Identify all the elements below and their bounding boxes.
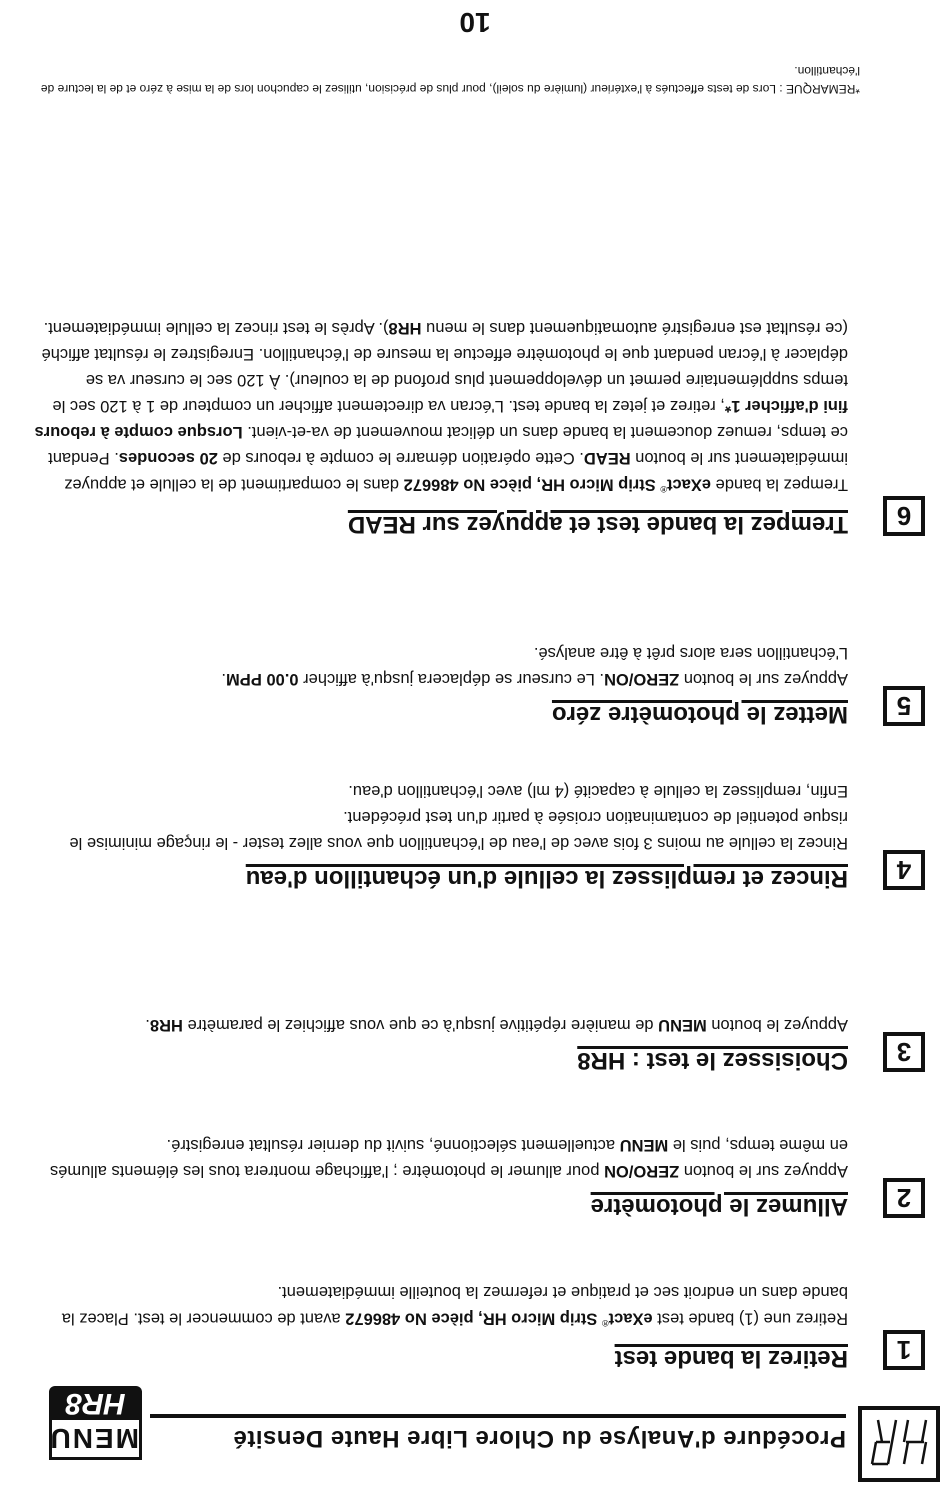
- footnote: *REMARQUE : Lors de tests effectués à l'extérieur (lumière du soleil), pour plus de précision, utilisez le capuchon lors de la mise à zéro et de la lecture de l'échantillon.: [40, 64, 860, 96]
- title-underline: [150, 1414, 846, 1418]
- step-text: pour allumer le photomètre ; l'affichage montrera tous les éléments allumés en même temps, puis le: [50, 1136, 848, 1180]
- page-number: 10: [459, 7, 491, 38]
- step-number: 4: [883, 850, 925, 890]
- step-text: Rincez la cellule au moins 3 fois avec de l'eau de l'échantillon que vous allez tester - le rinçage minimise le risque potentiel de contamination croisée à partir d'un test précédent.: [69, 808, 848, 852]
- step-number: 6: [883, 496, 925, 536]
- step-text: . Cette opération démarre le compte à rebours de: [217, 449, 584, 468]
- step-body: [28, 778, 848, 856]
- step-number: 2: [883, 1178, 925, 1218]
- step-text: dans le compartiment de la cellule et appuyez immédiatement sur le bouton: [64, 449, 848, 494]
- step-text: . Le curseur se déplacera jusqu'à afficher: [298, 670, 605, 688]
- button-name: ZERO/ON: [604, 1162, 680, 1180]
- step-text: .: [221, 670, 227, 688]
- step-text: . Pendant ce temps, remuez doucement la bande dans un délicat mouvement de va-et-vient.: [48, 423, 848, 468]
- step-title: Allumez le photomètre: [590, 1193, 848, 1220]
- product-part: Strip Micro HR, pièce No 486672: [403, 475, 661, 494]
- step-text: L'échantillon sera alors prêt à être analysé.: [533, 644, 848, 662]
- step-text: , retirez et jetez la bande test. L'écran va directement afficher un compteur de 1 à 120 sec le temps supplémentaire permet un développement plus profond de la couleur). À 120 sec le curseur va se déplacer à l'écran pendant que le photomètre effectue la mesure de l'échantillon. Enregistrez le résultat affiché (ce résultat est enregistré automatiquement dans le menu: [41, 319, 848, 416]
- button-name: READ: [583, 449, 631, 468]
- step-text: Appuyez sur le bouton: [679, 1162, 848, 1180]
- step-body: [28, 316, 848, 503]
- header: [20, 1387, 940, 1482]
- display-value: 0.00 PPM: [226, 670, 299, 688]
- step-title: Choisissez le test : HR8: [577, 1047, 848, 1074]
- step-body: [28, 1012, 848, 1038]
- registered-mark: ®: [601, 1318, 609, 1328]
- step-number: 3: [883, 1032, 925, 1072]
- parameter-name: HR8: [388, 319, 422, 338]
- step-text: ). Après le test rincez la cellule immédiatement.: [43, 319, 389, 338]
- step-text: Retirez une (1) bande test: [652, 1309, 848, 1328]
- step-number: 1: [883, 1330, 925, 1370]
- step-title: Mettez le photomètre zéro: [551, 701, 848, 728]
- product-part: Strip Micro HR, pièce No 486672: [345, 1309, 602, 1328]
- parameter-name: HR8: [149, 1016, 183, 1034]
- step-text: avant de commencer le test. Placez la bande dans un endroit sec et pratique et refermez la bouteille immédiatement.: [61, 1283, 848, 1328]
- step-title: Retirez la bande test: [614, 1345, 848, 1372]
- registered-mark: ®: [660, 484, 667, 494]
- emphasis-text: Lorsque compte à rebours fini d'afficher 1*: [34, 397, 848, 442]
- step-body: [28, 1132, 848, 1184]
- step-text: Appuyez sur le bouton: [679, 670, 848, 688]
- step-title: Trempez la bande test et appuyez sur READ: [347, 511, 848, 538]
- step-text: actuellement sélectionné, suivit du dernier résultat enregistré.: [166, 1136, 620, 1154]
- lcd-hr-glyph: [864, 1414, 932, 1472]
- product-name: eXact: [608, 1309, 653, 1328]
- step-body: [28, 640, 848, 692]
- hr8-badge: HR8: [49, 1386, 142, 1420]
- step-title: Rincez et remplissez la cellule d'un échantillon d'eau: [245, 865, 848, 892]
- duration: 20 secondes: [118, 449, 218, 468]
- page-title: Procédure d'Analyse du Chlore Libre Haute Densité: [232, 1425, 846, 1452]
- step-body: [28, 1280, 848, 1337]
- step-text: Enfin, remplissez la cellule à capacité (4 ml) avec l'échantillon d'eau.: [348, 782, 848, 800]
- step-text: de manière répétitive jusqu'à ce que vous affichiez le paramètre: [182, 1016, 659, 1034]
- step-text: .: [145, 1016, 150, 1034]
- step-text: Appuyez le bouton: [706, 1016, 848, 1034]
- step-number: 5: [883, 686, 925, 726]
- button-name: MENU: [619, 1136, 669, 1154]
- menu-badge: MENU: [49, 1416, 142, 1460]
- button-name: ZERO/ON: [604, 670, 680, 688]
- lcd-hr-icon: [858, 1406, 940, 1482]
- step-text: Trempez la bande: [711, 475, 848, 494]
- product-name: eXact: [667, 475, 712, 494]
- button-name: MENU: [658, 1016, 707, 1034]
